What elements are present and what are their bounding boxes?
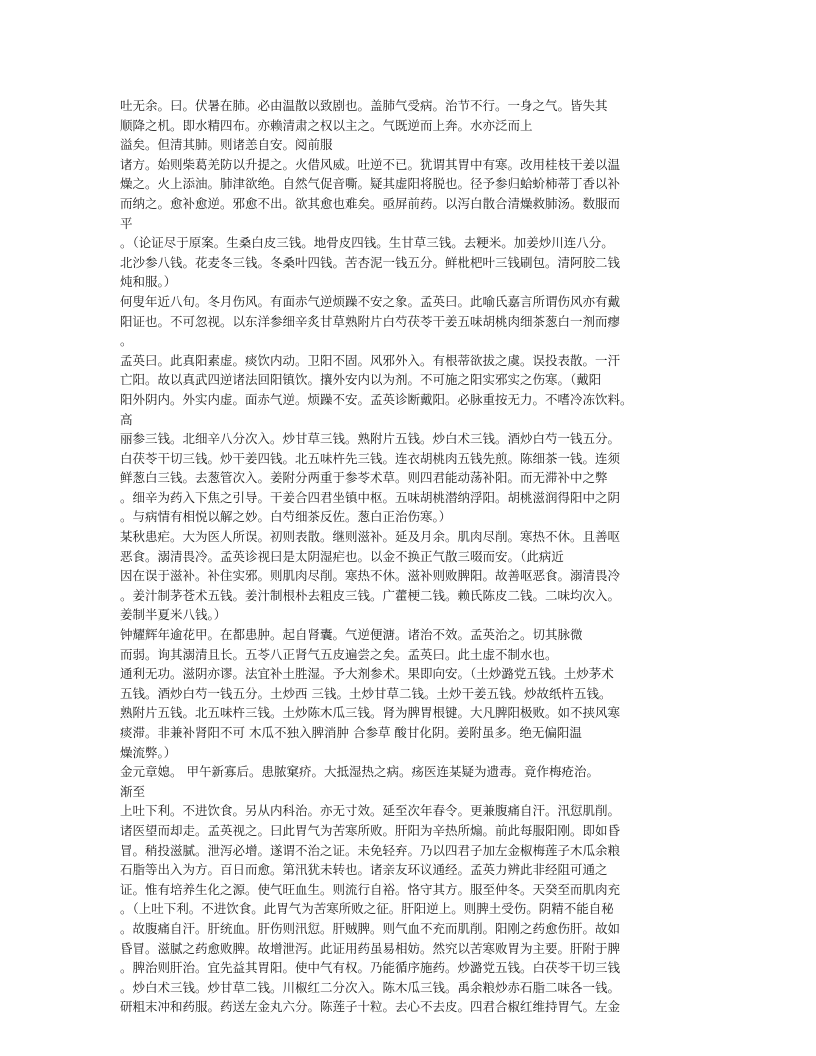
text-line: 顺降之机。即水精四布。亦赖清肃之权以主之。气既逆而上奔。水亦泛而上	[120, 117, 533, 133]
text-line: 。（上吐下利。不进饮食。此胃气为苦寒所败之征。肝阳逆上。则脾土受伤。阴精不能自秘	[120, 901, 614, 917]
text-line: 燥流弊。）	[120, 744, 177, 760]
text-line: 炖和服。）	[120, 274, 177, 290]
text-line: 阳外阴内。外实内虚。面赤气逆。烦躁不安。孟英诊断戴阳。必脉重按无力。不嗜冷冻饮料。	[120, 391, 633, 407]
text-line: 因在误于滋补。补住实邪。则肌肉尽削。寒热不休。滋补则败脾阳。故善呕恶食。溺清畏冷	[120, 568, 621, 584]
text-line: 痰滞。非兼补肾阳不可 木瓜不独入脾消肿 合参草 酸甘化阴。姜附虽多。绝无偏阳温	[120, 725, 582, 740]
text-line: 昏冒。滋腻之药愈败脾。故增泄泻。此证用药虽易相妨。然究以苦寒败胃为主要。肝附于脾	[120, 940, 621, 956]
text-line: 。	[120, 333, 133, 349]
text-line: 鲜葱白三钱。去葱管次入。姜附分两重于参苓术草。则四君能动荡补阳。而无滞补中之弊	[120, 470, 608, 486]
text-line: 吐无余。曰。伏暑在肺。必由温散以致剧也。盖肺气受病。治节不行。一身之气。皆失其	[120, 98, 608, 113]
text-line: 阳证也。不可忽视。以东洋参细辛炙甘草熟附片白芍茯苓干姜五味胡桃肉细茶葱白一剂而瘳	[120, 313, 621, 329]
text-line: 。脾治则肝治。宜先益其胃阳。使中气有权。乃能循序施药。炒潞党五钱。白茯苓干切三钱	[120, 960, 621, 976]
text-line: 上吐下利。不进饮食。另从内科治。亦无寸效。延至次年春令。更兼腹痛自汗。汛愆肌削。	[120, 803, 621, 819]
text-line: 诸方。始则柴葛羌防以升提之。火借风威。吐逆不已。犹谓其胃中有寒。改用桂枝干姜以温	[120, 156, 621, 172]
text-line: 姜制半夏米八钱。）	[120, 607, 227, 623]
text-line: 燥之。火上添油。肺津欲绝。自然气促音嘶。疑其虚阳将脱也。径予参归蛤蚧柿蒂丁香以补	[120, 176, 621, 192]
text-line: 熟附片五钱。北五味杵三钱。土炒陈木瓜三钱。肾为脾胃根键。大凡脾阳极败。如不挟风寒	[120, 705, 621, 721]
text-line: 。姜汁制茅苍术五钱。姜汁制根朴去粗皮三钱。广藿梗二钱。赖氏陈皮二钱。二味均次入。	[120, 587, 621, 603]
text-line: 诸医望而却走。孟英视之。曰此胃气为苦寒所败。肝阳为辛热所煽。前此每服阳刚。即如昏	[120, 822, 621, 838]
text-line: 钟耀辉年逾花甲。在都患肿。起自肾囊。气逆便溏。诸治不效。孟英治之。切其脉微	[120, 627, 583, 643]
text-line: 何叟年近八旬。冬月伤风。有面赤气逆烦躁不安之象。孟英曰。此喻氏嘉言所谓伤风亦有戴	[120, 293, 621, 309]
text-line: 北沙参八钱。花麦冬三钱。冬桑叶四钱。苦杏泥一钱五分。鲜枇杷叶三钱刷包。清阿胶二钱	[120, 254, 621, 270]
text-line: 。炒白术三钱。炒甘草二钱。川椒红二分次入。陈木瓜三钱。禹余粮炒赤石脂二味各一钱。	[120, 979, 621, 995]
text-line: 白茯苓干切三钱。炒干姜四钱。北五味杵先三钱。连衣胡桃肉五钱先煎。陈细茶一钱。连须	[120, 450, 621, 466]
text-line: 证。惟有培养生化之源。使气旺血生。则流行自裕。恪守其方。服至仲冬。天癸至而肌肉充	[120, 881, 621, 897]
document-page	[120, 96, 696, 1017]
text-line: 平	[120, 215, 133, 231]
text-line: 通利无功。滋阴亦谬。法宜补土胜湿。予大剂参术。果即向安。（土炒潞党五钱。土炒茅术	[120, 666, 614, 682]
text-line: 渐至	[120, 783, 146, 799]
text-line: 溢矣。但清其肺。则诸恙自安。阅前服	[120, 137, 333, 153]
text-line: 。（论证尽于原案。生桑白皮三钱。地骨皮四钱。生甘草三钱。去粳米。加姜炒川连八分。	[120, 235, 614, 251]
text-line: 。与病情有相悦以解之妙。白芍细茶反佐。葱白正治伤寒。）	[120, 509, 452, 525]
text-line: 而纳之。愈补愈逆。邪愈不出。欲其愈也难矣。亟屏前药。以泻白散合清燥救肺汤。数服而	[120, 195, 621, 211]
text-line: 高	[120, 411, 133, 427]
text-line: 冒。稍投滋腻。泄泻必增。遂谓不治之证。未免轻弃。乃以四君子加左金椒梅莲子木瓜余粮	[120, 842, 621, 858]
text-line: 石脂等出入为方。百日而愈。第汛犹未转也。诸亲友环议通经。孟英力辨此非经阻可通之	[120, 862, 608, 878]
text-line: 。细辛为药入下焦之引导。干姜合四君坐镇中枢。五味胡桃潜纳浮阳。胡桃滋润得阳中之阴	[120, 489, 621, 505]
text-line: 研粗末冲和药服。药送左金丸六分。陈莲子十粒。去心不去皮。四君合椒红维持胃气。左金	[120, 999, 621, 1015]
text-line: 恶食。溺清畏冷。孟英诊视曰是太阴湿疟也。以金不换正气散三啜而安。（此病近	[120, 548, 564, 564]
text-line: 某秋患疟。大为医人所误。初则表散。继则滋补。延及月余。肌肉尽削。寒热不休。且善呕	[120, 529, 621, 545]
text-line: 金元章媳。 甲午新寡后。患脓窠疥。大抵湿热之病。疡医连某疑为遗毒。竟作梅疮治。	[120, 764, 599, 780]
text-line: 。故腹痛自汗。肝统血。肝伤则汛愆。肝贼脾。则气血不充而肌削。阳刚之药愈伤肝。故如	[120, 920, 621, 936]
text-line: 丽参三钱。北细辛八分次入。炒甘草三钱。熟附片五钱。炒白术三钱。酒炒白芍一钱五分。	[120, 431, 621, 447]
text-line: 亡阳。故以真武四逆诸法回阳镇饮。攘外安内以为剂。不可施之阳实邪实之伤寒。（戴阳	[120, 372, 602, 388]
text-line: 五钱。酒炒白芍一钱五分。土炒西 三钱。土炒甘草二钱。土炒干姜五钱。炒故纸杵五钱。	[120, 685, 612, 701]
text-line: 而弱。询其溺清且长。五苓八正肾气五皮遍尝之矣。孟英曰。此土虚不制水也。	[120, 646, 558, 662]
text-line: 孟英曰。此真阳素虚。痰饮内动。卫阳不固。风邪外入。有根蒂欲拔之虞。误投表散。一汗	[120, 352, 621, 368]
